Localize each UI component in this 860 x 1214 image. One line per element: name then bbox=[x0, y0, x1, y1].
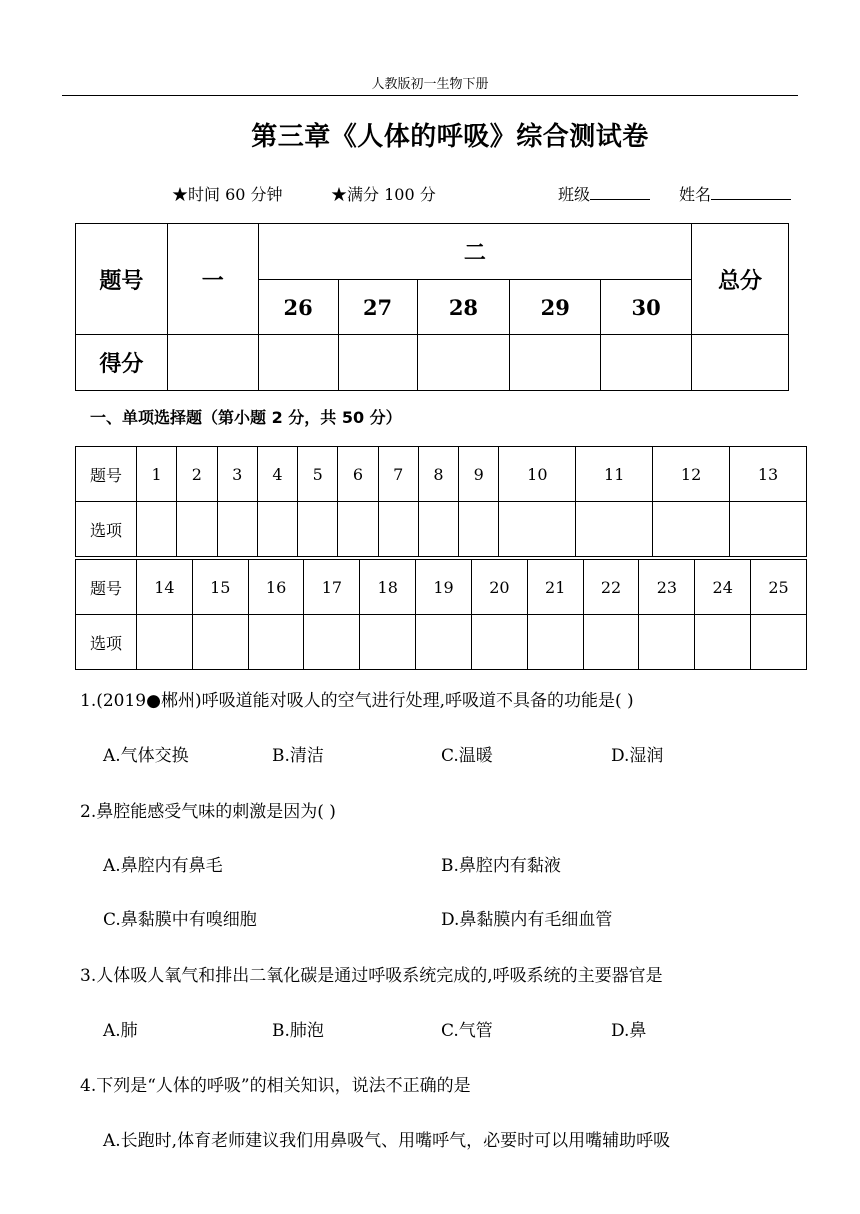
question-number-cell: 9 bbox=[459, 447, 499, 502]
time-info: ★时间 60 分钟 bbox=[172, 185, 283, 204]
answer-entry-cell[interactable] bbox=[137, 502, 177, 557]
name-blank[interactable] bbox=[711, 184, 791, 200]
question-number-cell: 14 bbox=[137, 560, 193, 615]
score-entry-cell[interactable] bbox=[510, 335, 601, 391]
score-table bbox=[75, 223, 789, 391]
score-entry-cell[interactable] bbox=[692, 335, 789, 391]
question-1-option-a[interactable]: A.气体交换 bbox=[103, 746, 189, 766]
class-label: 班级 bbox=[558, 185, 591, 204]
question-1-option-d[interactable]: D.湿润 bbox=[611, 746, 664, 766]
page-title: 第三章《人体的呼吸》综合测试卷 bbox=[251, 122, 649, 152]
header-rule bbox=[62, 95, 798, 96]
score-sub-cell: 26 bbox=[258, 280, 338, 335]
section-heading: 一、单项选择题（第小题 2 分，共 50 分） bbox=[90, 408, 402, 427]
answer-entry-cell[interactable] bbox=[338, 502, 378, 557]
question-number-cell: 18 bbox=[360, 560, 416, 615]
answer-entry-cell[interactable] bbox=[418, 502, 458, 557]
answer-entry-cell[interactable] bbox=[527, 615, 583, 670]
answer-entry-cell[interactable] bbox=[177, 502, 217, 557]
score-entry-cell[interactable] bbox=[258, 335, 338, 391]
class-blank[interactable] bbox=[590, 184, 650, 200]
question-number-cell: 23 bbox=[639, 560, 695, 615]
score-tihao-cell: 题号 bbox=[76, 224, 168, 335]
question-1-option-b[interactable]: B.清洁 bbox=[272, 746, 324, 766]
score-info: ★满分 100 分 bbox=[331, 185, 436, 204]
score-defen-cell: 得分 bbox=[76, 335, 168, 391]
page-header: 人教版初一生物下册 bbox=[371, 77, 489, 92]
question-number-cell: 19 bbox=[416, 560, 472, 615]
answer-entry-cell[interactable] bbox=[730, 502, 807, 557]
name-field[interactable] bbox=[679, 182, 791, 205]
score-entry-cell[interactable] bbox=[167, 335, 258, 391]
tihao-cell: 题号 bbox=[76, 560, 137, 615]
answer-entry-cell[interactable] bbox=[217, 502, 257, 557]
score-sub-cell: 29 bbox=[510, 280, 601, 335]
score-entry-cell[interactable] bbox=[601, 335, 692, 391]
answer-entry-cell[interactable] bbox=[499, 502, 576, 557]
answer-entry-cell[interactable] bbox=[459, 502, 499, 557]
score-sub-cell: 30 bbox=[601, 280, 692, 335]
question-number-cell: 11 bbox=[576, 447, 653, 502]
answer-table-1 bbox=[75, 446, 807, 557]
question-number-cell: 2 bbox=[177, 447, 217, 502]
answer-entry-cell[interactable] bbox=[378, 502, 418, 557]
question-number-cell: 1 bbox=[137, 447, 177, 502]
score-total-cell: 总分 bbox=[692, 224, 789, 335]
score-part2-cell: 二 bbox=[258, 224, 691, 280]
question-1-stem: 1.(2019●郴州)呼吸道能对吸人的空气进行处理,呼吸道不具备的功能是( ) bbox=[80, 691, 634, 711]
question-3-option-b[interactable]: B.肺泡 bbox=[272, 1021, 324, 1041]
question-3-option-a[interactable]: A.肺 bbox=[103, 1021, 138, 1041]
answer-entry-cell[interactable] bbox=[298, 502, 338, 557]
question-3-stem: 3.人体吸人氧气和排出二氧化碳是通过呼吸系统完成的,呼吸系统的主要器官是 bbox=[80, 966, 663, 986]
question-number-cell: 4 bbox=[257, 447, 297, 502]
answer-entry-cell[interactable] bbox=[576, 502, 653, 557]
question-number-cell: 13 bbox=[730, 447, 807, 502]
question-4-stem: 4.下列是“人体的呼吸”的相关知识，说法不正确的是 bbox=[80, 1076, 471, 1096]
answer-entry-cell[interactable] bbox=[639, 615, 695, 670]
question-3-option-c[interactable]: C.气管 bbox=[441, 1021, 493, 1041]
question-number-cell: 20 bbox=[471, 560, 527, 615]
class-field[interactable] bbox=[558, 182, 650, 205]
answer-entry-cell[interactable] bbox=[416, 615, 472, 670]
question-number-cell: 3 bbox=[217, 447, 257, 502]
question-number-cell: 10 bbox=[499, 447, 576, 502]
question-1-option-c[interactable]: C.温暖 bbox=[441, 746, 493, 766]
question-number-cell: 24 bbox=[695, 560, 751, 615]
answer-table-2 bbox=[75, 559, 807, 670]
score-sub-cell: 27 bbox=[338, 280, 417, 335]
answer-entry-cell[interactable] bbox=[137, 615, 193, 670]
question-number-cell: 16 bbox=[248, 560, 304, 615]
question-number-cell: 22 bbox=[583, 560, 639, 615]
name-label: 姓名 bbox=[679, 185, 712, 204]
question-number-cell: 8 bbox=[418, 447, 458, 502]
question-2-option-d[interactable]: D.鼻黏膜内有毛细血管 bbox=[441, 910, 613, 930]
score-part1-cell: 一 bbox=[167, 224, 258, 335]
question-number-cell: 17 bbox=[304, 560, 360, 615]
xuanxiang-cell: 选项 bbox=[76, 615, 137, 670]
question-number-cell: 15 bbox=[192, 560, 248, 615]
answer-entry-cell[interactable] bbox=[257, 502, 297, 557]
tihao-cell: 题号 bbox=[76, 447, 137, 502]
question-3-option-d[interactable]: D.鼻 bbox=[611, 1021, 647, 1041]
question-4-option-a[interactable]: A.长跑时,体育老师建议我们用鼻吸气、用嘴呼气，必要时可以用嘴辅助呼吸 bbox=[103, 1131, 671, 1151]
question-number-cell: 25 bbox=[751, 560, 807, 615]
answer-entry-cell[interactable] bbox=[751, 615, 807, 670]
question-number-cell: 12 bbox=[653, 447, 730, 502]
question-number-cell: 5 bbox=[298, 447, 338, 502]
question-number-cell: 21 bbox=[527, 560, 583, 615]
question-2-option-a[interactable]: A.鼻腔内有鼻毛 bbox=[103, 856, 223, 876]
answer-entry-cell[interactable] bbox=[695, 615, 751, 670]
answer-entry-cell[interactable] bbox=[248, 615, 304, 670]
question-2-option-c[interactable]: C.鼻黏膜中有嗅细胞 bbox=[103, 910, 257, 930]
answer-entry-cell[interactable] bbox=[471, 615, 527, 670]
answer-entry-cell[interactable] bbox=[192, 615, 248, 670]
score-entry-cell[interactable] bbox=[417, 335, 510, 391]
question-2-option-b[interactable]: B.鼻腔内有黏液 bbox=[441, 856, 561, 876]
answer-entry-cell[interactable] bbox=[653, 502, 730, 557]
answer-entry-cell[interactable] bbox=[360, 615, 416, 670]
answer-entry-cell[interactable] bbox=[583, 615, 639, 670]
question-2-stem: 2.鼻腔能感受气味的刺激是因为( ) bbox=[80, 802, 336, 822]
question-number-cell: 7 bbox=[378, 447, 418, 502]
answer-entry-cell[interactable] bbox=[304, 615, 360, 670]
score-sub-cell: 28 bbox=[417, 280, 510, 335]
question-number-cell: 6 bbox=[338, 447, 378, 502]
score-entry-cell[interactable] bbox=[338, 335, 417, 391]
xuanxiang-cell: 选项 bbox=[76, 502, 137, 557]
